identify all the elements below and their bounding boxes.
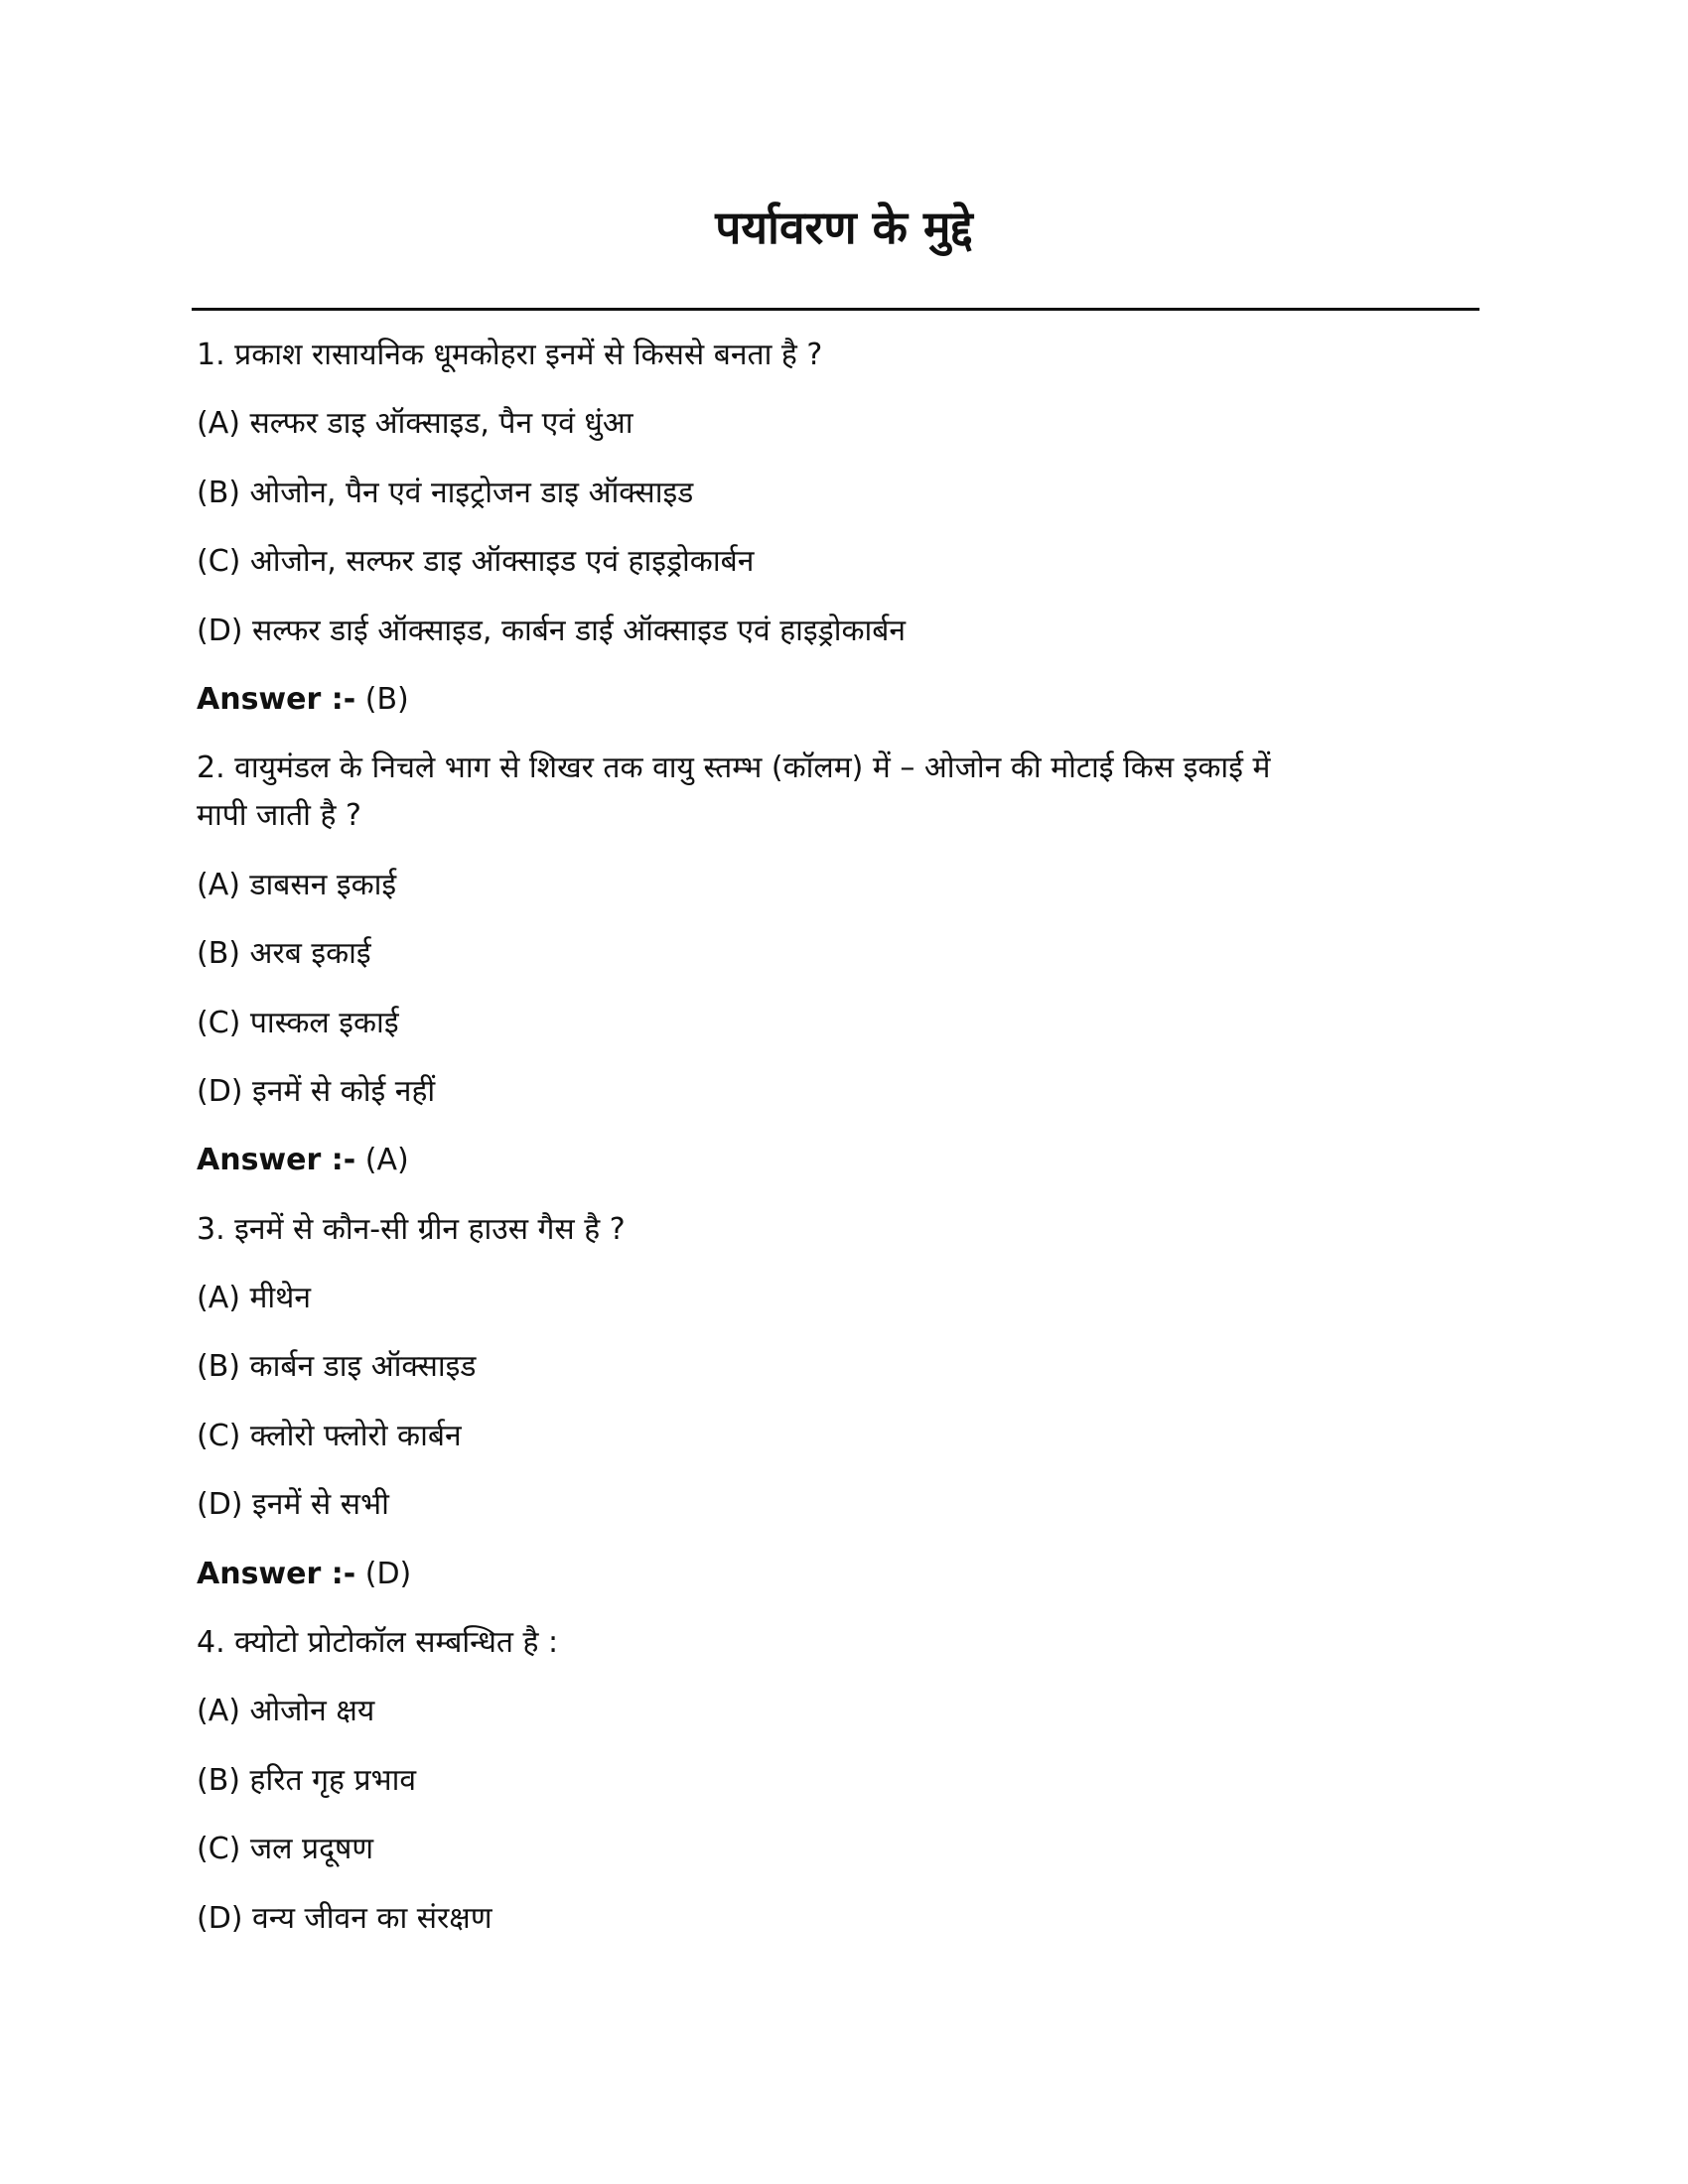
answer-line	[197, 1137, 1487, 1184]
answer-label: Answer :-	[197, 681, 356, 717]
option-b: (B) हरित गृह प्रभाव	[197, 1762, 417, 1798]
question-text-line: 3. इनमें से कौन-सी ग्रीन हाउस गैस है ?	[197, 1211, 626, 1247]
question-1	[197, 332, 1487, 379]
option-c: (C) पास्कल इकाई	[197, 1005, 399, 1040]
answer-line	[197, 1551, 1487, 1598]
option-b: (B) अरब इकाई	[197, 936, 371, 972]
question-2	[197, 745, 1487, 840]
answer-line	[197, 676, 1487, 724]
question-list	[197, 332, 1487, 1964]
option-d: (D) वन्य जीवन का संरक्षण	[197, 1900, 492, 1936]
option-a: (A) ओजोन क्षय	[197, 1694, 375, 1729]
option-c: (C) जल प्रदूषण	[197, 1832, 374, 1867]
question-4	[197, 1619, 1487, 1667]
option-b: (B) ओजोन, पैन एवं नाइट्रोजन डाइ ऑक्साइड	[197, 475, 694, 510]
question-3	[197, 1206, 1487, 1254]
option-d: (D) इनमें से कोई नहीं	[197, 1073, 436, 1109]
page-title: पर्यावरण के मुद्दे	[715, 201, 973, 254]
option-a: (A) मीथेन	[197, 1281, 311, 1316]
question-text-line: 1. प्रकाश रासायनिक धूमकोहरा इनमें से किससे बनता है ?	[197, 338, 823, 372]
answer-value: (D)	[364, 1556, 412, 1591]
question-text-line: 4. क्योटो प्रोटोकॉल सम्बन्धित है :	[197, 1625, 559, 1661]
option-c: (C) ओजोन, सल्फर डाइ ऑक्साइड एवं हाइड्रोकार्बन	[197, 544, 755, 580]
answer-value: (A)	[364, 1143, 409, 1178]
answer-value: (B)	[364, 681, 409, 717]
option-c: (C) क्लोरो फ्लोरो कार्बन	[197, 1418, 462, 1453]
question-text-line: 2. वायुमंडल के निचले भाग से शिखर तक वायु स्तम्भ (कॉलम) में – ओजोन की मोटाई किस इकाई में	[197, 751, 1271, 786]
option-b: (B) कार्बन डाइ ऑक्साइड	[197, 1349, 477, 1385]
option-a: (A) डाबसन इकाई	[197, 867, 397, 902]
option-a: (A) सल्फर डाइ ऑक्साइड, पैन एवं धुंआ	[197, 406, 633, 442]
option-d: (D) सल्फर डाई ऑक्साइड, कार्बन डाई ऑक्साइड एवं हाइड्रोकार्बन	[197, 613, 907, 648]
question-text-line: मापी जाती है ?	[197, 798, 361, 834]
answer-label: Answer :-	[197, 1556, 356, 1591]
title-divider	[192, 308, 1479, 311]
option-d: (D) इनमें से सभी	[197, 1487, 389, 1523]
answer-label: Answer :-	[197, 1143, 356, 1178]
